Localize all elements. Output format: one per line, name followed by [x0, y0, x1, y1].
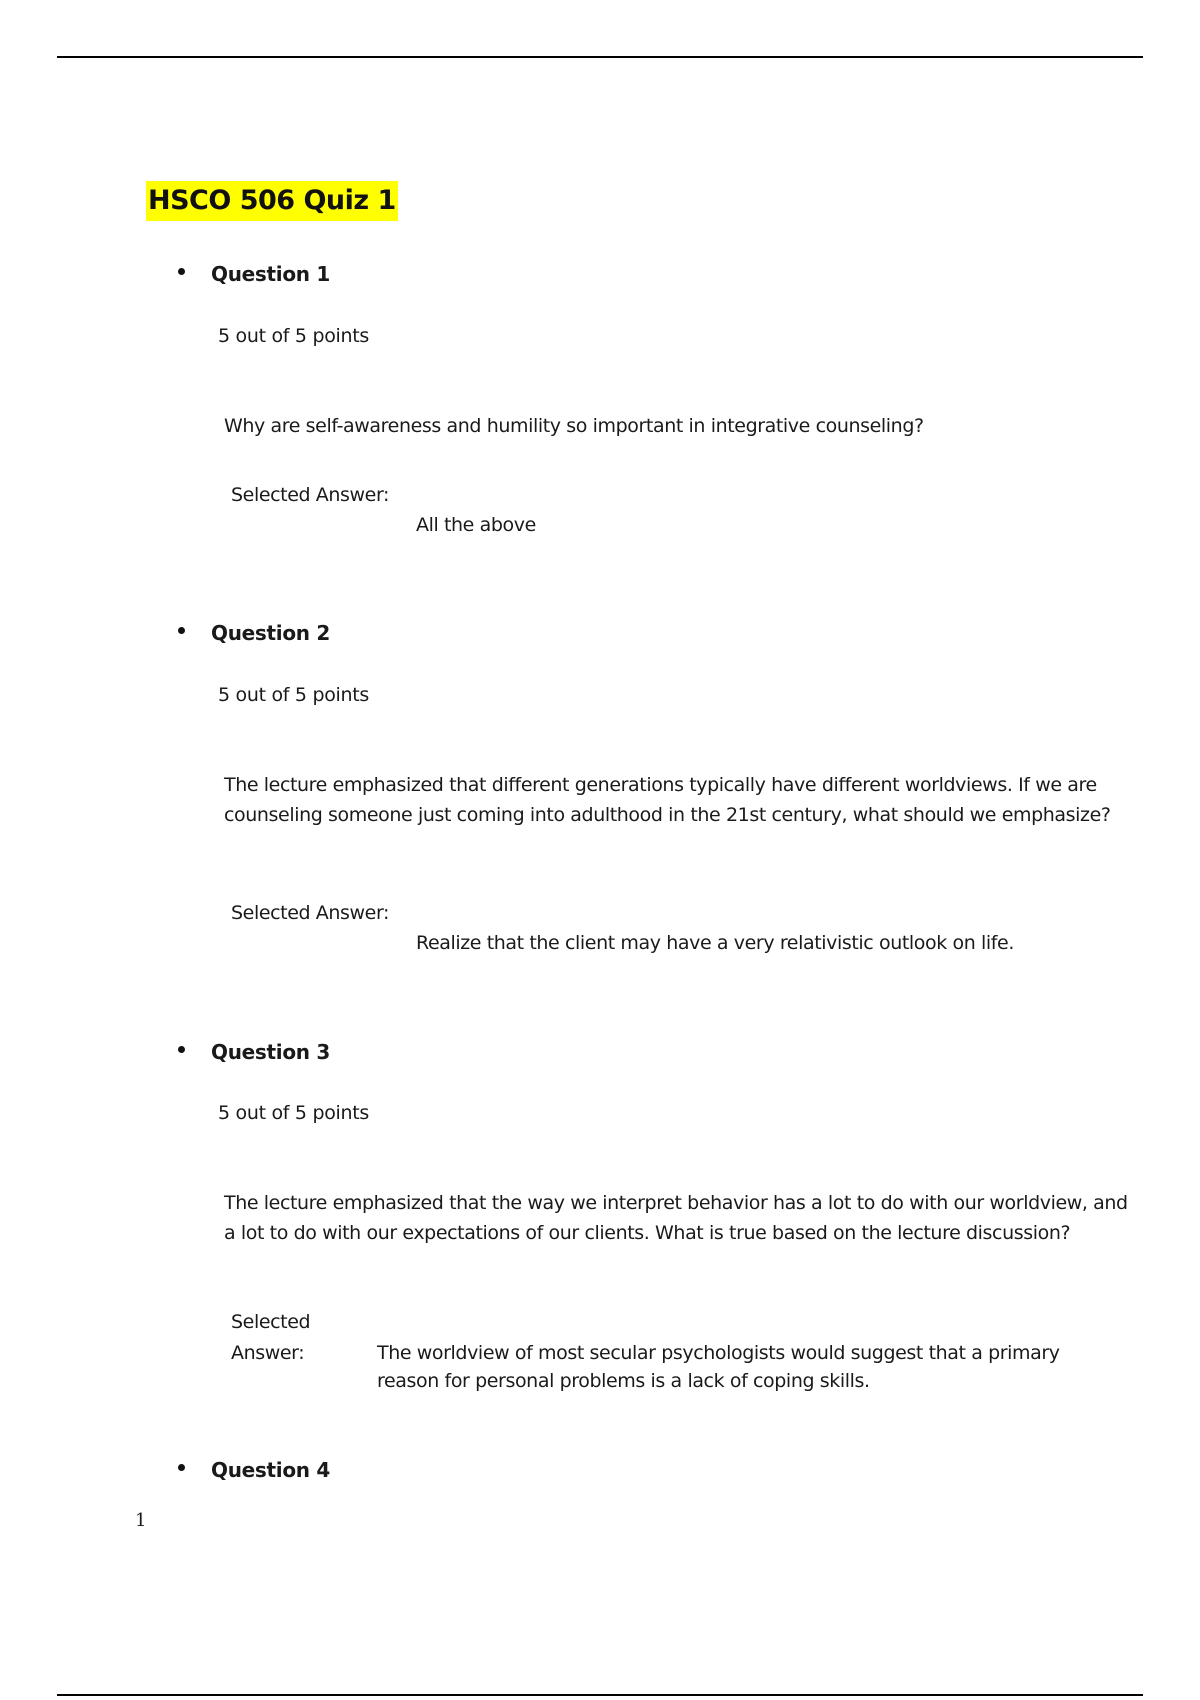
question-2-label: Question 2	[211, 621, 330, 645]
question-1-label: Question 1	[211, 262, 330, 286]
question-1-heading	[178, 262, 330, 286]
bullet-icon	[178, 1464, 185, 1471]
bullet-icon	[178, 268, 185, 275]
question-3-selected-label-2: Answer:	[231, 1342, 305, 1364]
question-3-selected-answer: The worldview of most secular psychologists would suggest that a primary reason for personal problems is a lack of coping skills.	[377, 1342, 1060, 1392]
document-title: HSCO 506 Quiz 1	[146, 181, 398, 221]
header-rule	[57, 56, 1143, 58]
question-4-heading	[178, 1458, 330, 1482]
question-3-points: 5 out of 5 points	[218, 1102, 370, 1124]
question-3-selected-label: Selected	[231, 1311, 311, 1333]
footer-rule	[57, 1694, 1143, 1696]
question-2-points: 5 out of 5 points	[218, 684, 370, 706]
question-1-points: 5 out of 5 points	[218, 325, 370, 347]
question-2-selected-label: Selected Answer:	[231, 902, 390, 924]
question-4-label: Question 4	[211, 1458, 330, 1482]
question-1-selected-label: Selected Answer:	[231, 484, 390, 506]
page-number: 1	[135, 1510, 147, 1531]
bullet-icon	[178, 1046, 185, 1053]
question-3-text: The lecture emphasized that the way we interpret behavior has a lot to do with our worldview, and a lot to do with our expectations of our clients. What is true based on the lecture discussion?	[224, 1192, 1128, 1244]
question-2-selected-answer: Realize that the client may have a very relativistic outlook on life.	[416, 932, 1014, 954]
question-2-text: The lecture emphasized that different generations typically have different worldviews. If we are counseling someone just coming into adulthood in the 21st century, what should we emphasize?	[224, 774, 1111, 826]
question-1-text: Why are self-awareness and humility so important in integrative counseling?	[224, 415, 924, 437]
question-3-heading	[178, 1040, 330, 1064]
question-3-label: Question 3	[211, 1040, 330, 1064]
question-1-selected-answer: All the above	[416, 514, 536, 536]
bullet-icon	[178, 627, 185, 634]
question-2-heading	[178, 621, 330, 645]
